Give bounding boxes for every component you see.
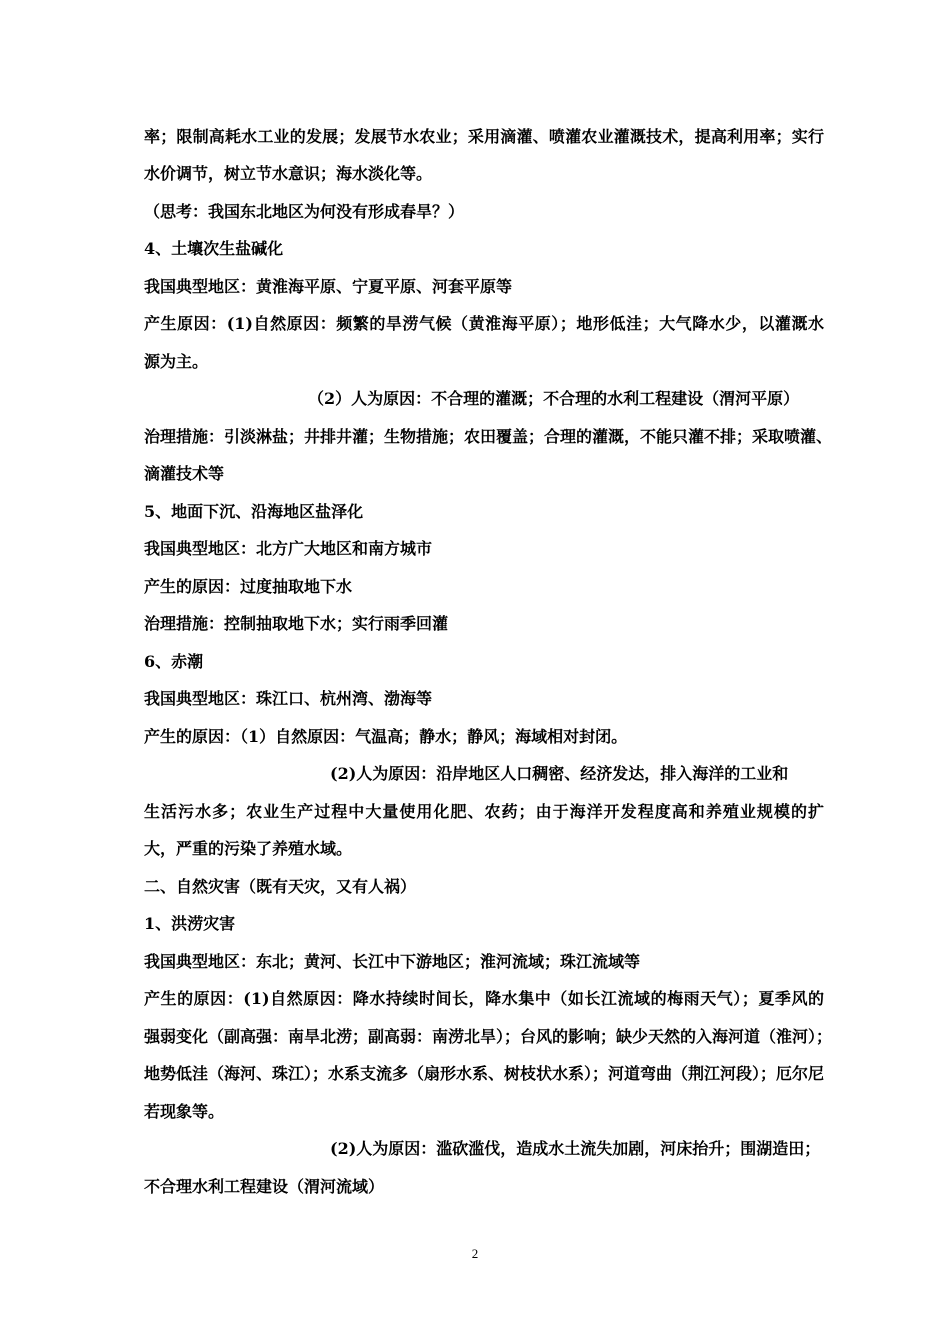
text-line: 生活污水多；农业生产过程中大量使用化肥、农药；由于海洋开发程度高和养殖业规模的扩 (144, 802, 824, 821)
section-heading: 4、土壤次生盐碱化 (144, 239, 284, 258)
text-line: 若现象等。 (144, 1102, 225, 1121)
text-line: 大，严重的污染了养殖水域。 (144, 839, 353, 858)
text-line: 我国典型地区：珠江口、杭州湾、渤海等 (144, 689, 433, 708)
text-line: 产生的原因：过度抽取地下水 (144, 577, 353, 596)
text-line: 强弱变化（副高强：南旱北涝；副高弱：南涝北旱）；台风的影响；缺少天然的入海河道（淮河）； (144, 1027, 833, 1046)
section-heading: 5、地面下沉、沿海地区盐泽化 (144, 502, 364, 521)
section-heading: 二、自然灾害（既有天灾，又有人祸） (144, 877, 417, 896)
section-heading: 6、赤潮 (144, 652, 204, 671)
page-number: 2 (471, 1246, 479, 1261)
text-line: （2）人为原因：不合理的灌溉；不合理的水利工程建设（渭河平原） (308, 389, 800, 408)
text-line: 不合理水利工程建设（渭河流域） (144, 1177, 385, 1196)
text-line: 我国典型地区：黄淮海平原、宁夏平原、河套平原等 (144, 277, 513, 296)
text-line: 滴灌技术等 (144, 464, 225, 483)
text-line: 率；限制高耗水工业的发展；发展节水农业；采用滴灌、喷灌农业灌溉技术，提高利用率；实行 (144, 127, 824, 146)
text-line: 治理措施：引淡淋盐；井排井灌；生物措施；农田覆盖；合理的灌溉，不能只灌不排；采取喷灌、 (144, 427, 833, 446)
text-line: 产生的原因：(1)自然原因：降水持续时间长，降水集中（如长江流域的梅雨天气）；夏季风的 (144, 989, 824, 1008)
text-line: （思考：我国东北地区为何没有形成春旱？） (144, 202, 465, 221)
text-line: 水价调节，树立节水意识；海水淡化等。 (144, 164, 433, 183)
text-line: (2)人为原因：沿岸地区人口稠密、经济发达，排入海洋的工业和 (330, 764, 789, 783)
text-line: 源为主。 (144, 352, 209, 371)
text-line: 治理措施：控制抽取地下水；实行雨季回灌 (144, 614, 449, 633)
text-line: 产生的原因：（1）自然原因：气温高；静水；静风；海域相对封闭。 (144, 727, 628, 746)
text-line: 我国典型地区：东北；黄河、长江中下游地区；淮河流域；珠江流域等 (144, 952, 641, 971)
section-heading: 1、洪涝灾害 (144, 914, 236, 933)
text-line: 我国典型地区：北方广大地区和南方城市 (144, 539, 433, 558)
text-line: 产生原因：(1)自然原因：频繁的旱涝气候（黄淮海平原）；地形低洼；大气降水少，以灌溉水 (144, 314, 824, 333)
text-line: (2)人为原因：滥砍滥伐，造成水土流失加剧，河床抬升；围湖造田； (330, 1139, 821, 1158)
text-line: 地势低洼（海河、珠江）；水系支流多（扇形水系、树枝状水系）；河道弯曲（荆江河段）；厄尔尼 (144, 1064, 825, 1083)
